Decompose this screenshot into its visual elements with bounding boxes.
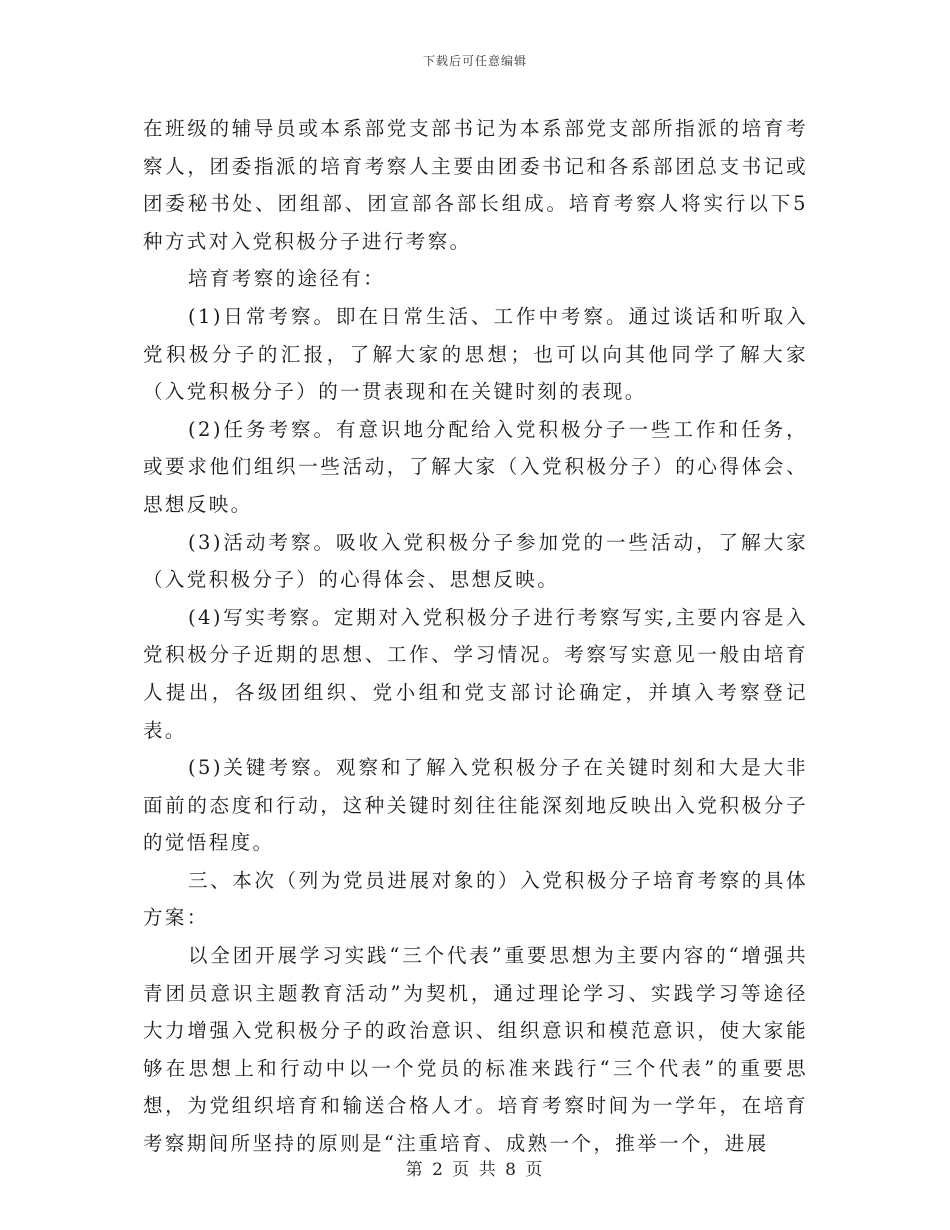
paragraph-key-inspection: (5)关键考察。观察和了解入党积极分子在关键时刻和大是大非面前的态度和行动，这种关键时刻往往能深刻地反映出入党积极分子的觉悟程度。 <box>143 756 808 855</box>
section-heading-plan: 三、本次（列为党员进展对象的）入党积极分子培育考察的具体方案： <box>143 868 808 930</box>
document-body <box>143 110 808 1163</box>
paragraph-record-inspection: (4)写实考察。定期对入党积极分子进行考察写实,主要内容是入党积极分子近期的思想、工作、学习情况。考察写实意见一般由培育人提出，各级团组织、党小组和党支部讨论确定，并填入考察登记表。 <box>143 605 808 742</box>
paragraph-task-inspection: (2)任务考察。有意识地分配给入党积极分子一些工作和任务，或要求他们组织一些活动，了解大家（入党积极分子）的心得体会、思想反映。 <box>143 417 808 516</box>
paragraph-activity-inspection: (3)活动考察。吸收入党积极分子参加党的一些活动，了解大家（入党积极分子）的心得体会、思想反映。 <box>143 530 808 592</box>
page-number: 第 2 页 共 8 页 <box>405 1160 545 1180</box>
paragraph-daily-inspection: (1)日常考察。即在日常生活、工作中考察。通过谈话和听取入党积极分子的汇报，了解大家的思想；也可以向其他同学了解大家（入党积极分子）的一贯表现和在关键时刻的表现。 <box>143 304 808 404</box>
page-header-note: 下载后可任意编辑 <box>422 54 527 68</box>
paragraph-plan-details: 以全团开展学习实践“三个代表”重要思想为主要内容的“增强共青团员意识主题教育活动”为契机，通过理论学习、实践学习等途径大力增强入党积极分子的政治意识、组织意识和模范意识，使大家能够在思想上和行动中以一个党员的标准来践行“三个代表”的重要思想，为党组织培育和输送合格人才。培育考察时间为一学年，在培育考察期间所坚持的原则是“注重培育、成熟一个，推举一个，进展 <box>143 944 808 1156</box>
paragraph-continuation: 在班级的辅导员或本系部党支部书记为本系部党支部所指派的培育考察人，团委指派的培育考察人主要由团委书记和各系部团总支书记或团委秘书处、团组部、团宣部各部长组成。培育考察人将实行以下5种方式对入党积极分子进行考察。 <box>143 117 808 253</box>
paragraph-methods-intro: 培育考察的途径有： <box>188 267 386 291</box>
